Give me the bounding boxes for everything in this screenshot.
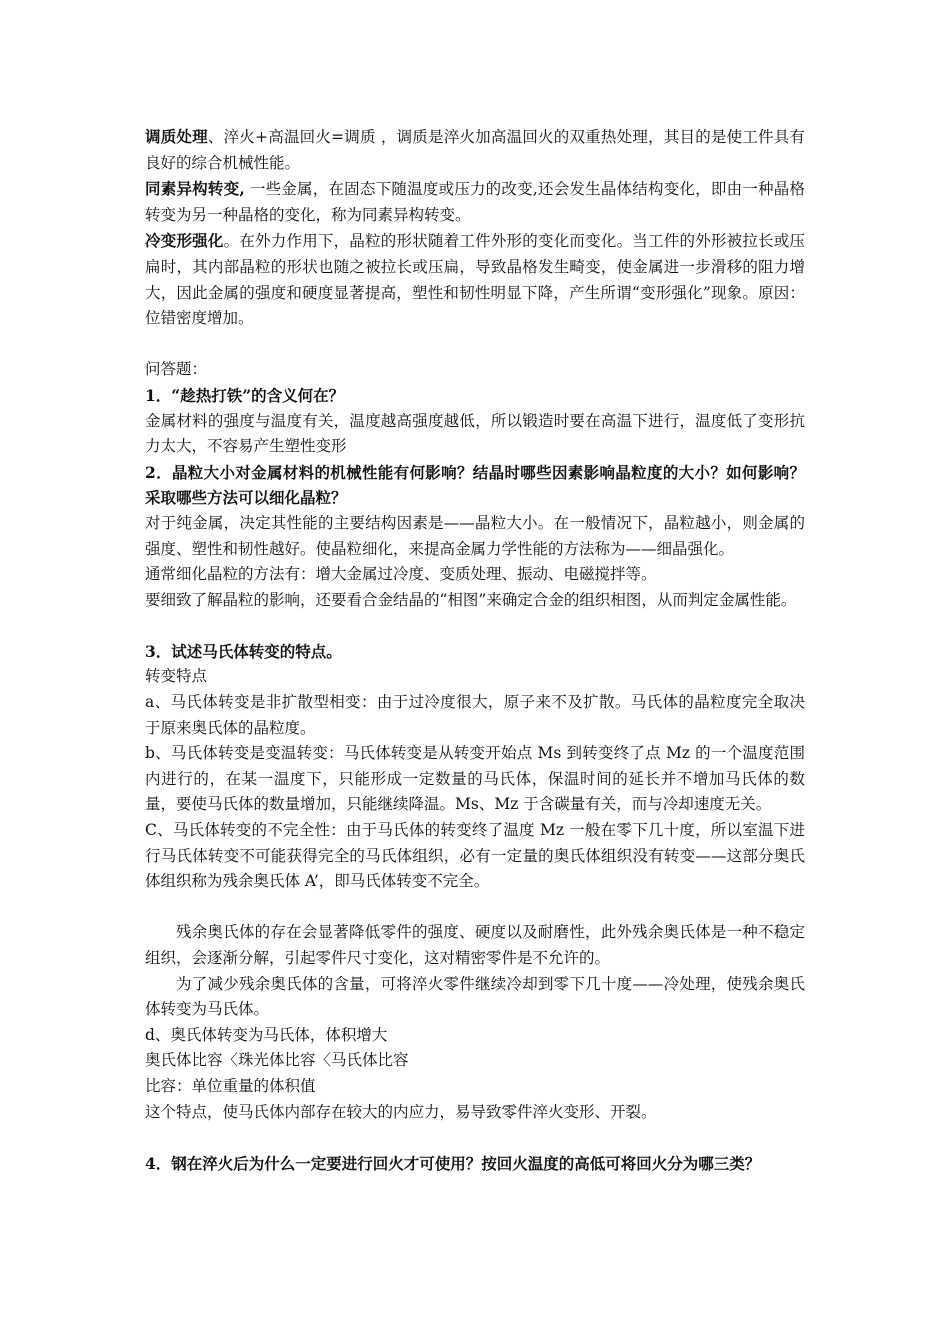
spacer	[145, 613, 805, 639]
answer-1: 金属材料的强度与温度有关，温度越高强度越低，所以锻造时要在高温下进行，温度低了变形抗力太大，不容易产生塑性变形	[145, 411, 805, 456]
answer-3-conclusion: 这个特点，使马氏体内部存在较大的内应力，易导致零件淬火变形、开裂。	[145, 1102, 657, 1121]
answer-2-para: 通常细化晶粒的方法有：增大金属过冷度、变质处理、振动、电磁搅拌等。	[145, 565, 657, 584]
definition-text: 。在外力作用下，晶粒的形状随着工件外形的变化而变化。当工件的外形被拉长或压扁时，其内部晶粒的形状也随之被拉长或压扁，导致晶格发生畸变，使金属进一步滑移的阻力增大，因此金属的强度和硬度显著提高，塑性和韧性明显下降，产生所谓“变形强化”现象。原因：位错密度增加。	[145, 232, 805, 328]
definition-term: 同素异构转变,	[145, 179, 245, 199]
question-3: 3．试述马氏体转变的特点。	[145, 641, 342, 661]
definition-allotropic	[145, 176, 805, 228]
document-body	[145, 124, 805, 1176]
definition-tempering	[145, 124, 805, 176]
definition-cold-work	[145, 228, 805, 331]
answer-3-specific-volume: 比容：单位重量的体积值	[145, 1076, 316, 1095]
spacer	[145, 332, 805, 358]
definition-text: 、淬火+高温回火=调质 ，调质是淬火加高温回火的双重热处理，其目的是使工件具有良好的综合机械性能。	[145, 128, 805, 172]
definition-term: 调质处理	[145, 127, 208, 146]
answer-3-item-d: d、奥氏体转变为马氏体，体积增大	[145, 1025, 388, 1044]
qa-heading: 问答题：	[145, 360, 208, 379]
question-4: 4．钢在淬火后为什么一定要进行回火才可使用？按回火温度的高低可将回火分为哪三类？	[145, 1153, 761, 1173]
definition-term: 冷变形强化	[145, 231, 224, 251]
answer-3-subheading: 转变特点	[145, 667, 208, 686]
question-1: 1．“趁热打铁”的含义何在？	[145, 385, 345, 405]
answer-2-para: 要细致了解晶粒的影响，还要看合金结晶的“相图”来确定合金的组织相图，从而判定金属性能。	[145, 590, 797, 609]
answer-2-para: 对于纯金属，决定其性能的主要结构因素是——晶粒大小。在一般情况下，晶粒越小，则金属的强度、塑性和韧性越好。使晶粒细化，来提高金属力学性能的方法称为——细晶强化。	[145, 513, 805, 558]
answer-3-item-a: a、马氏体转变是非扩散型相变：由于过冷度很大，原子来不及扩散。马氏体的晶粒度完全取决于原来奥氏体的晶粒度。	[145, 693, 805, 737]
answer-3-ratio-line: 奥氏体比容〈珠光体比容〈马氏体比容	[145, 1051, 409, 1070]
answer-3-item-c: C、马氏体转变的不完全性：由于马氏体的转变终了温度 Mz 一般在零下几十度，所以室温下进行马氏体转变不可能获得完全的马氏体组织，必有一定量的奥氏体组织没有转变——这部分奥氏体组织称为残余奥氏体 A’，即马氏体转变不完全。	[145, 821, 805, 891]
question-2: 2．晶粒大小对金属材料的机械性能有何影响？结晶时哪些因素影响晶粒度的大小？如何影响？采取哪些方法可以细化晶粒？	[145, 462, 805, 508]
definition-text: 一些金属，在固态下随温度或压力的改变,还会发生晶体结构变化，即由一种晶格转变为另一种晶格的变化，称为同素异构转变。	[145, 180, 805, 224]
answer-3-item-b: b、马氏体转变是变温转变：马氏体转变是从转变开始点 Ms 到转变终了点 Mz 的一个温度范围内进行的，在某一温度下，只能形成一定数量的马氏体，保温时间的延长并不增加马氏体的数量，要使马氏体的数量增加，只能继续降温。Ms、Mz 于含碳量有关，而与冷却速度无关。	[145, 744, 805, 814]
spacer	[145, 1125, 805, 1151]
spacer	[145, 895, 805, 921]
answer-3-cold-treatment-para: 为了减少残余奥氏体的含量，可将淬火零件继续冷却到零下几十度——冷处理，使残余奥氏体转变为马氏体。	[145, 974, 805, 1019]
answer-3-residual-para: 残余奥氏体的存在会显著降低零件的强度、硬度以及耐磨性，此外残余奥氏体是一种不稳定组织，会逐渐分解，引起零件尺寸变化，这对精密零件是不允许的。	[145, 923, 805, 967]
